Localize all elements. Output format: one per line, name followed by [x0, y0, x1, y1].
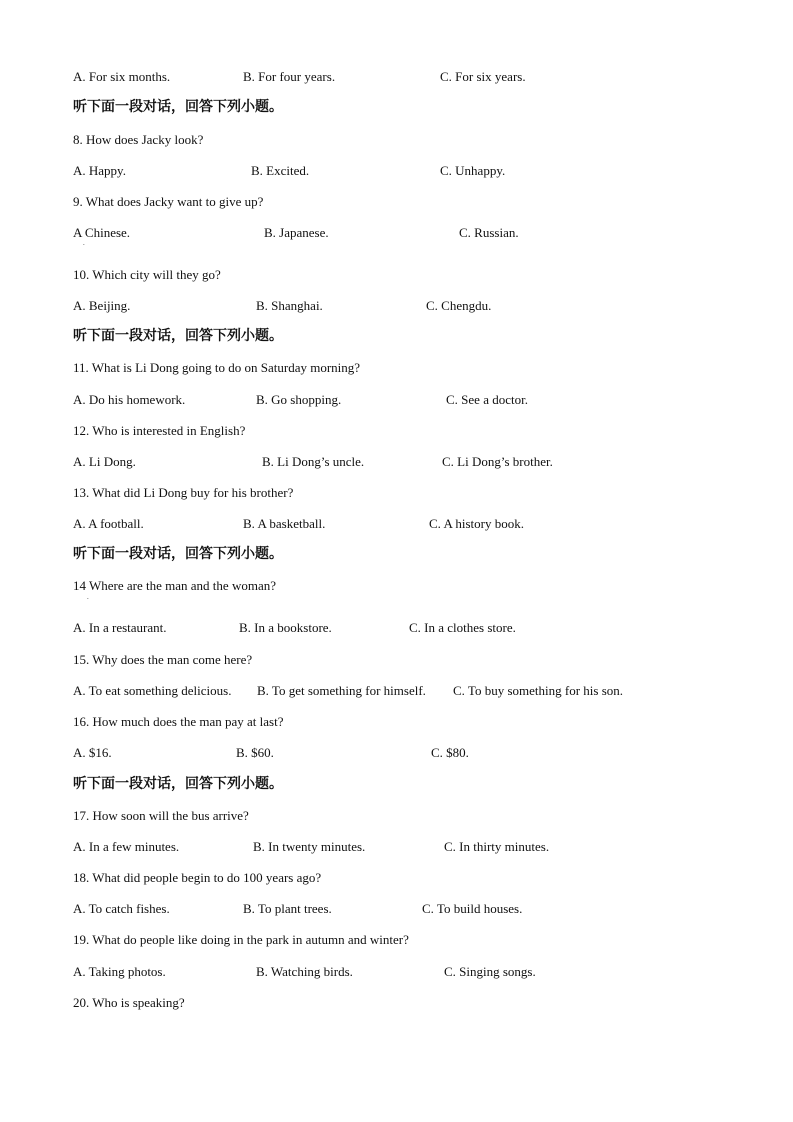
q11-option-b: B. Go shopping.: [256, 392, 342, 407]
q12-option-a: A. Li Dong.: [73, 454, 136, 469]
q10-option-b: B. Shanghai.: [256, 298, 323, 313]
q8-option-c: C. Unhappy.: [440, 163, 506, 178]
q8-question: 8. How does Jacky look?: [73, 132, 204, 147]
q15-option-c: C. To buy something for his son.: [453, 683, 624, 698]
q9-stray-dot: .: [83, 239, 85, 247]
q14-stray-dot: .: [87, 593, 89, 601]
q13-option-b: B. A basketball.: [243, 516, 326, 531]
q14-option-c: C. In a clothes store.: [409, 620, 516, 635]
q20-question: 20. Who is speaking?: [73, 995, 185, 1010]
q8-option-a: A. Happy.: [73, 163, 126, 178]
q11-question: 11. What is Li Dong going to do on Saturday morning?: [73, 360, 361, 375]
q18-option-c: C. To build houses.: [422, 901, 523, 916]
q15-question: 15. Why does the man come here?: [73, 652, 253, 667]
q13-question: 13. What did Li Dong buy for his brother?: [73, 485, 294, 500]
q19-option-b: B. Watching birds.: [256, 964, 353, 979]
q17-question: 17. How soon will the bus arrive?: [73, 808, 249, 823]
section-heading: 听下面一段对话，回答下列小题。: [73, 776, 283, 792]
q18-option-b: B. To plant trees.: [243, 901, 332, 916]
q15-option-a: A. To eat something delicious.: [73, 683, 232, 698]
q16-option-b: B. $60.: [236, 745, 274, 760]
q8-option-b: B. Excited.: [251, 163, 310, 178]
section-heading: 听下面一段对话，回答下列小题。: [73, 328, 283, 344]
q11-option-a: A. Do his homework.: [73, 392, 186, 407]
q18-option-a: A. To catch fishes.: [73, 901, 170, 916]
q17-option-a: A. In a few minutes.: [73, 839, 180, 854]
q16-option-c: C. $80.: [431, 745, 469, 760]
q10-option-a: A. Beijing.: [73, 298, 131, 313]
section-heading: 听下面一段对话，回答下列小题。: [73, 99, 283, 115]
q17-option-b: B. In twenty minutes.: [253, 839, 366, 854]
q14-option-a: A. In a restaurant.: [73, 620, 167, 635]
q13-option-c: C. A history book.: [429, 516, 524, 531]
q7-option-b: B. For four years.: [243, 69, 336, 84]
q9-option-c: C. Russian.: [459, 225, 519, 240]
q14-question: 14 Where are the man and the woman?: [73, 578, 276, 593]
q19-option-a: A. Taking photos.: [73, 964, 166, 979]
q9-option-a: A Chinese.: [73, 225, 131, 240]
q18-question: 18. What did people begin to do 100 years ago?: [73, 870, 322, 885]
section-heading: 听下面一段对话，回答下列小题。: [73, 546, 283, 562]
q7-option-a: A. For six months.: [73, 69, 171, 84]
q12-question: 12. Who is interested in English?: [73, 423, 246, 438]
q11-option-c: C. See a doctor.: [446, 392, 528, 407]
q7-option-c: C. For six years.: [440, 69, 526, 84]
q15-option-b: B. To get something for himself.: [257, 683, 426, 698]
q17-option-c: C. In thirty minutes.: [444, 839, 550, 854]
q10-option-c: C. Chengdu.: [426, 298, 492, 313]
q14-option-b: B. In a bookstore.: [239, 620, 332, 635]
q10-question: 10. Which city will they go?: [73, 267, 221, 282]
q16-question: 16. How much does the man pay at last?: [73, 714, 284, 729]
q19-question: 19. What do people like doing in the park in autumn and winter?: [73, 932, 409, 947]
q12-option-c: C. Li Dong’s brother.: [442, 454, 553, 469]
q16-option-a: A. $16.: [73, 745, 112, 760]
q19-option-c: C. Singing songs.: [444, 964, 536, 979]
q13-option-a: A. A football.: [73, 516, 144, 531]
q9-question: 9. What does Jacky want to give up?: [73, 194, 264, 209]
q12-option-b: B. Li Dong’s uncle.: [262, 454, 365, 469]
q9-option-b: B. Japanese.: [264, 225, 329, 240]
